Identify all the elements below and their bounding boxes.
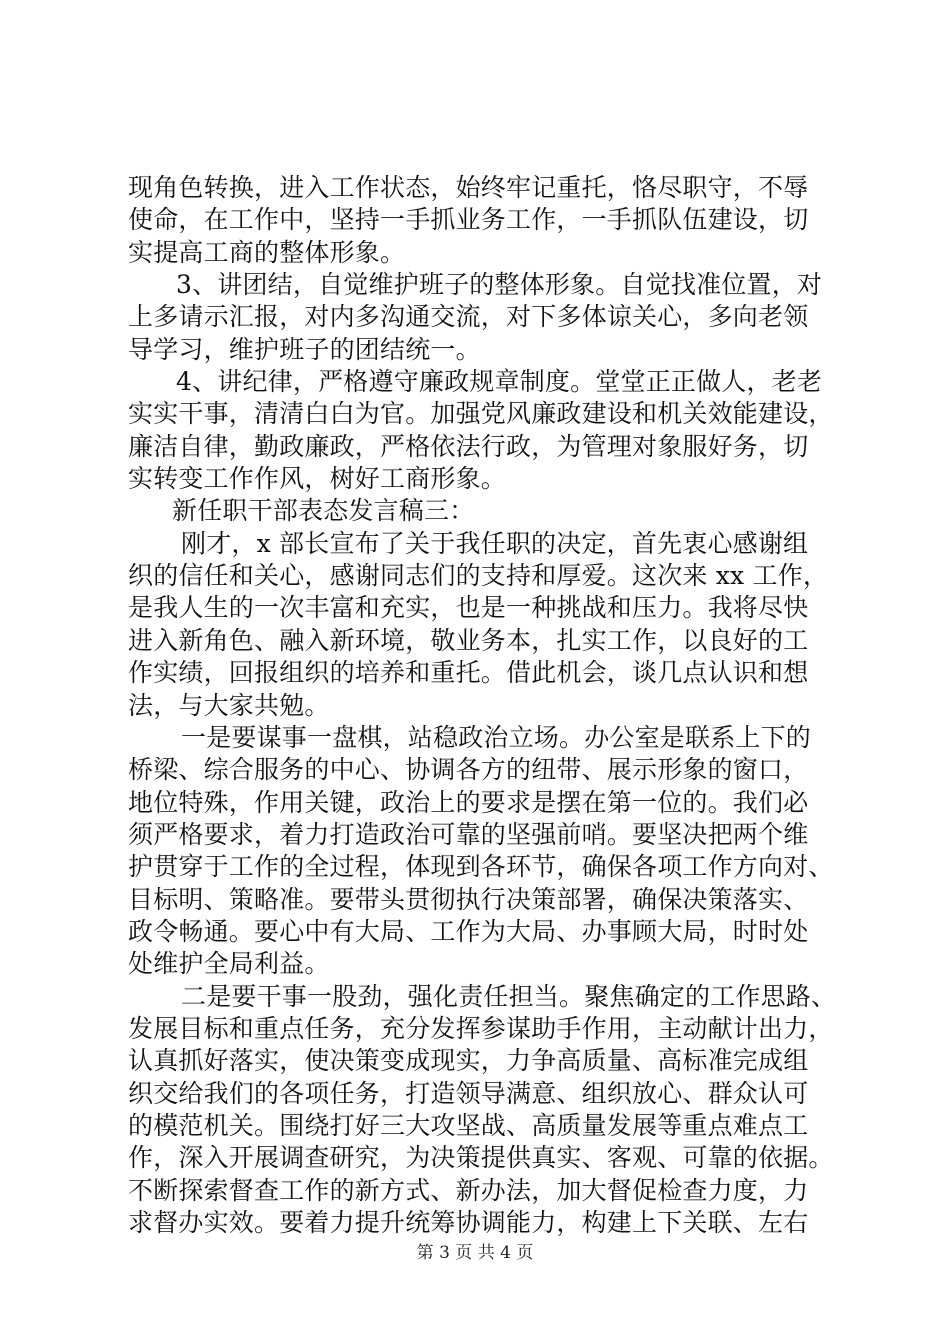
text-line: 一是要谋事一盘棋，站稳政治立场。办公室是联系上下的 (181, 722, 812, 752)
text-line: 作实绩，回报组织的培养和重托。借此机会，谈几点认识和想 (128, 658, 809, 688)
text-line: 认真抓好落实，使决策变成现实，力争高质量、高标准完成组 (128, 1046, 809, 1076)
text-line: 政令畅通。要心中有大局、工作为大局、办事顾大局，时时处 (128, 916, 809, 946)
text-line: 二是要干事一股劲，强化责任担当。聚焦确定的工作思路、 (181, 981, 837, 1011)
text-line: 织交给我们的各项任务，打造领导满意、组织放心、群众认可 (128, 1078, 809, 1108)
text-line: 刚才，x 部长宣布了关于我任职的决定，首先衷心感谢组 (181, 528, 809, 558)
text-line: 护贯穿于工作的全过程，体现到各环节，确保各项工作方向对、 (128, 852, 834, 882)
text-line: 须严格要求，着力打造政治可靠的坚强前哨。要坚决把两个维 (128, 819, 809, 849)
text-line: 作，深入开展调查研究，为决策提供真实、客观、可靠的依据。 (128, 1143, 834, 1173)
text-line: 3、讲团结，自觉维护班子的整体形象。自觉找准位置，对 (176, 270, 823, 300)
section-heading: 新任职干部表态发言稿三： (172, 496, 475, 526)
page-number: 第 3 页 共 4 页 (416, 1243, 534, 1263)
text-line: 现角色转换，进入工作状态，始终牢记重托，恪尽职守，不辱 (128, 173, 809, 202)
text-line: 导学习，维护班子的团结统一。 (128, 334, 481, 364)
text-line: 的模范机关。围绕打好三大攻坚战、高质量发展等重点难点工 (128, 1110, 809, 1140)
text-line: 实提高工商的整体形象。 (128, 237, 406, 267)
text-line: 廉洁自律，勤政廉政，严格依法行政，为管理对象服好务，切 (128, 431, 809, 461)
text-line: 求督办实效。要着力提升统筹协调能力，构建上下关联、左右 (128, 1208, 809, 1237)
text-line: 实转变工作作风，树好工商形象。 (128, 464, 507, 494)
text-line: 织的信任和关心，感谢同志们的支持和厚爱。这次来 xx 工作， (128, 561, 829, 591)
text-line: 进入新角色、融入新环境，敬业务本，扎实工作，以良好的工 (128, 625, 809, 655)
text-line: 桥梁、综合服务的中心、协调各方的纽带、展示形象的窗口， (128, 755, 809, 785)
text-line: 4、讲纪律，严格遵守廉政规章制度。堂堂正正做人，老老 (176, 367, 823, 397)
text-line: 处维护全局利益。 (128, 949, 330, 979)
text-line: 不断探索督查工作的新方式、新办法，加大督促检查力度，力 (128, 1175, 809, 1205)
text-line: 使命，在工作中，坚持一手抓业务工作，一手抓队伍建设，切 (128, 205, 809, 235)
text-line: 发展目标和重点任务，充分发挥参谋助手作用，主动献计出力， (128, 1013, 834, 1043)
document-body (128, 172, 840, 1239)
text-line: 是我人生的一次丰富和充实，也是一种挑战和压力。我将尽快 (128, 593, 809, 623)
text-line: 法，与大家共勉。 (128, 690, 330, 720)
text-line: 实实干事，清清白白为官。加强党风廉政建设和机关效能建设， (128, 399, 834, 429)
text-line: 目标明、策略准。要带头贯彻执行决策部署，确保决策落实、 (128, 884, 809, 914)
text-line: 地位特殊，作用关键，政治上的要求是摆在第一位的。我们必 (128, 787, 809, 817)
text-line: 上多请示汇报，对内多沟通交流，对下多体谅关心，多向老领 (128, 302, 809, 332)
